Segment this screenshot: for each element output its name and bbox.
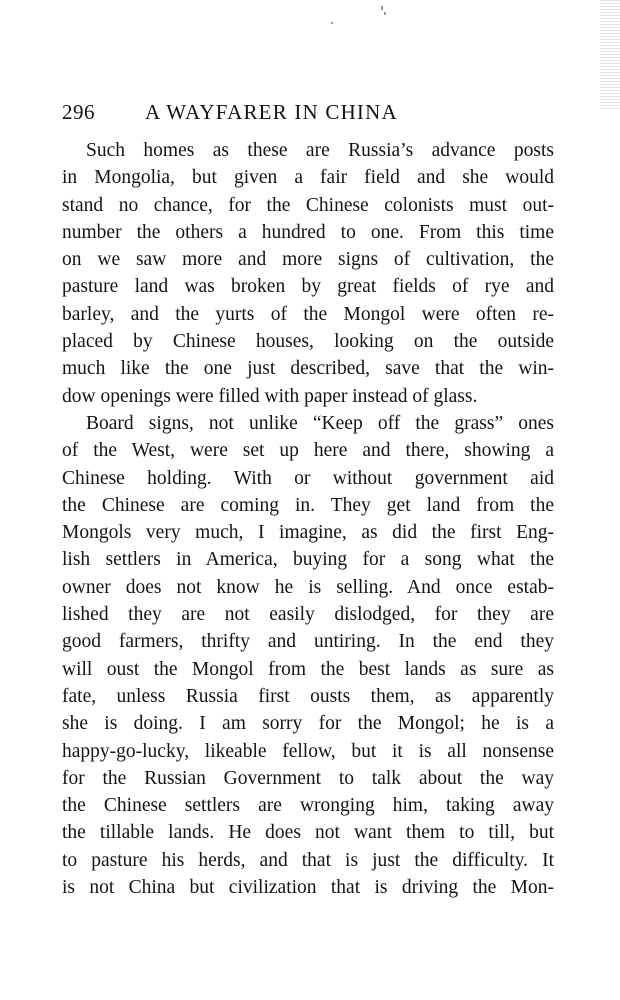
text-line: is not China but civilization that is driving the Mon- <box>62 877 554 899</box>
text-line: on we saw more and more signs of cultivation, the <box>62 249 554 271</box>
text-line: much like the one just described, save that the win- <box>62 358 554 380</box>
running-title: A WAYFARER IN CHINA <box>145 100 398 124</box>
text-line: to pasture his herds, and that is just the difficulty. It <box>62 849 554 871</box>
text-line: she is doing. I am sorry for the Mongol; he is a <box>62 713 554 735</box>
text-line: the tillable lands. He does not want them to till, but <box>62 822 554 844</box>
scan-edge-shading <box>600 0 620 110</box>
text-line: good farmers, thrifty and untiring. In the end they <box>62 631 554 653</box>
text-line: owner does not know he is selling. And once estab- <box>62 576 554 598</box>
text-line: Mongols very much, I imagine, as did the first Eng- <box>62 522 554 544</box>
text-line: happy-go-lucky, likeable fellow, but it is all nonsense <box>62 740 554 762</box>
text-line: in Mongolia, but given a fair field and she would <box>62 167 554 189</box>
text-line: for the Russian Government to talk about the way <box>62 767 554 789</box>
text-line: placed by Chinese houses, looking on the outside <box>62 331 554 353</box>
text-line: Board signs, not unlike “Keep off the grass” ones <box>86 412 554 434</box>
page-number: 296 <box>62 100 95 124</box>
text-line: the Chinese settlers are wronging him, taking away <box>62 795 554 817</box>
scan-speck <box>384 12 386 15</box>
text-line: lished they are not easily dislodged, for they are <box>62 604 554 626</box>
running-header <box>62 100 562 128</box>
text-line: stand no chance, for the Chinese colonists must out- <box>62 194 554 216</box>
body-text <box>62 137 554 901</box>
text-line: of the West, were set up here and there, showing a <box>62 440 554 462</box>
text-line: Such homes as these are Russia’s advance posts <box>86 140 554 161</box>
text-line: pasture land was broken by great fields of rye and <box>62 276 554 298</box>
scan-speck <box>381 6 383 10</box>
text-line: will oust the Mongol from the best lands as sure as <box>62 658 554 680</box>
text-line: number the others a hundred to one. From this time <box>62 221 554 243</box>
text-line: barley, and the yurts of the Mongol were often re- <box>62 303 554 325</box>
text-line: lish settlers in America, buying for a song what the <box>62 549 554 571</box>
text-line: dow openings were filled with paper instead of glass. <box>62 385 478 407</box>
text-line: fate, unless Russia first ousts them, as apparently <box>62 685 554 707</box>
scan-speck <box>331 22 333 24</box>
text-line: Chinese holding. With or without government aid <box>62 467 554 489</box>
text-line: the Chinese are coming in. They get land from the <box>62 494 554 516</box>
